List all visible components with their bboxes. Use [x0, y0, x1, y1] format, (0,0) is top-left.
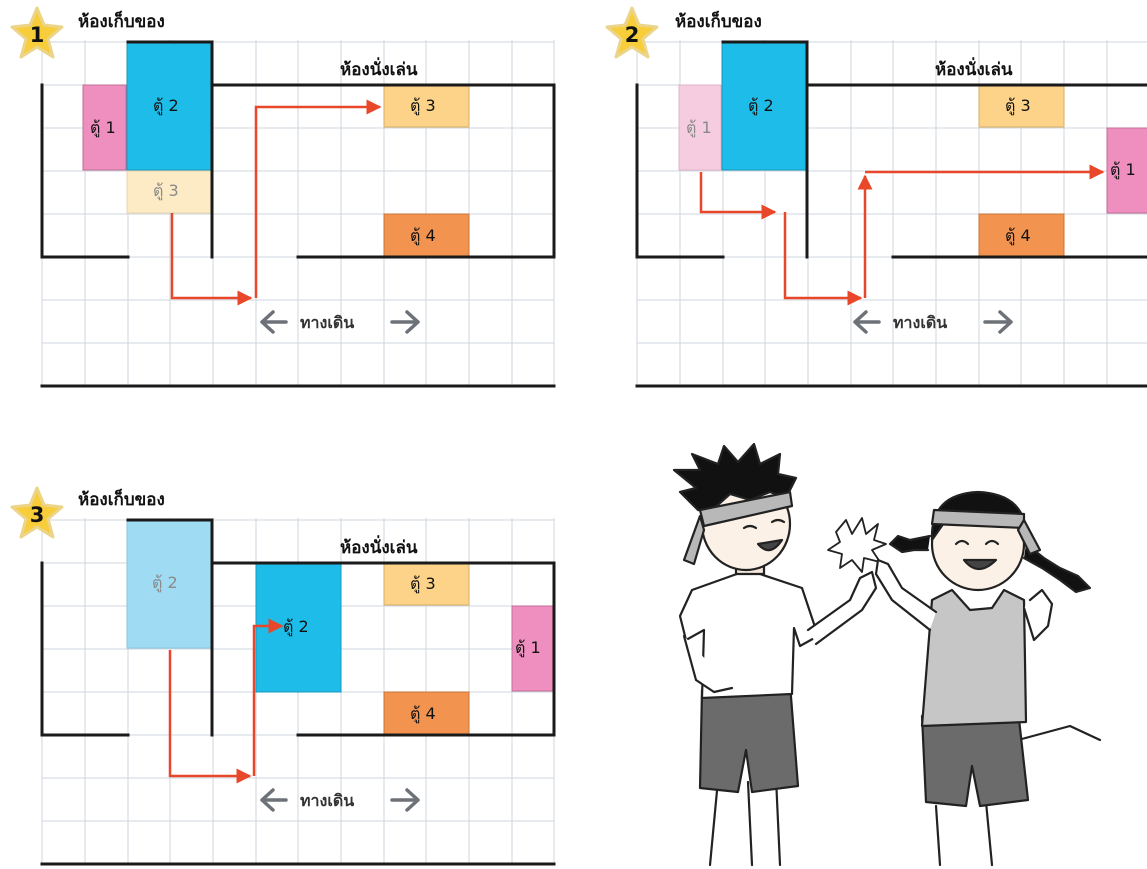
cabinet-label: ตู้ 2 — [748, 96, 774, 115]
cabinet-label: ตู้ 4 — [410, 226, 436, 245]
arrow-left-icon — [262, 790, 286, 810]
panel-number: 2 — [624, 23, 640, 47]
storage-room-label: ห้องเก็บของ — [78, 490, 165, 510]
cabinet-label: ตู้ 2 — [152, 573, 178, 592]
cabinet-label: ตู้ 3 — [1005, 96, 1031, 115]
boy-figure — [674, 444, 876, 865]
cabinet-label: ตู้ 1 — [686, 118, 712, 137]
star-badge-icon — [12, 8, 62, 57]
star-badge-icon — [607, 8, 657, 57]
arrow-right-icon — [985, 312, 1011, 332]
panel-number: 1 — [29, 23, 45, 47]
walkway-label: ทางเดิน — [300, 791, 355, 810]
cabinet-label: ตู้ 4 — [410, 704, 436, 723]
cabinet-label: ตู้ 1 — [515, 638, 541, 657]
cabinet-label: ตู้ 3 — [153, 181, 179, 200]
panel-number: 3 — [29, 503, 45, 527]
star-badge-icon — [12, 488, 62, 537]
arrow-right-icon — [392, 312, 418, 332]
arrow-left-icon — [262, 312, 286, 332]
living-room-label: ห้องนั่งเล่น — [935, 60, 1013, 80]
storage-room-label: ห้องเก็บของ — [78, 12, 165, 32]
move-path-segment — [256, 107, 380, 298]
girl-figure — [876, 492, 1100, 865]
move-path-segment — [785, 212, 861, 298]
storage-room-label: ห้องเก็บของ — [675, 12, 762, 32]
kids-high-five-illustration — [640, 440, 1140, 869]
cabinet-label: ตู้ 1 — [1110, 160, 1136, 179]
move-path-segment — [170, 650, 250, 776]
move-path-segment — [701, 172, 775, 212]
cabinet-label: ตู้ 2 — [283, 617, 309, 636]
living-room-label: ห้องนั่งเล่น — [340, 538, 418, 558]
arrow-right-icon — [392, 790, 418, 810]
cabinet-label: ตู้ 3 — [410, 96, 436, 115]
cabinet-label: ตู้ 2 — [153, 96, 179, 115]
arrow-left-icon — [855, 312, 879, 332]
walkway-label: ทางเดิน — [300, 313, 355, 332]
living-room-label: ห้องนั่งเล่น — [340, 60, 418, 80]
cabinet-label: ตู้ 4 — [1005, 226, 1031, 245]
walkway-label: ทางเดิน — [893, 313, 948, 332]
floorplan-panel-2 — [595, 0, 1147, 400]
floorplan-panel-3 — [0, 480, 570, 869]
floorplan-panel-1 — [0, 0, 570, 400]
cabinet-label: ตู้ 1 — [90, 118, 116, 137]
cabinet-label: ตู้ 3 — [410, 574, 436, 593]
